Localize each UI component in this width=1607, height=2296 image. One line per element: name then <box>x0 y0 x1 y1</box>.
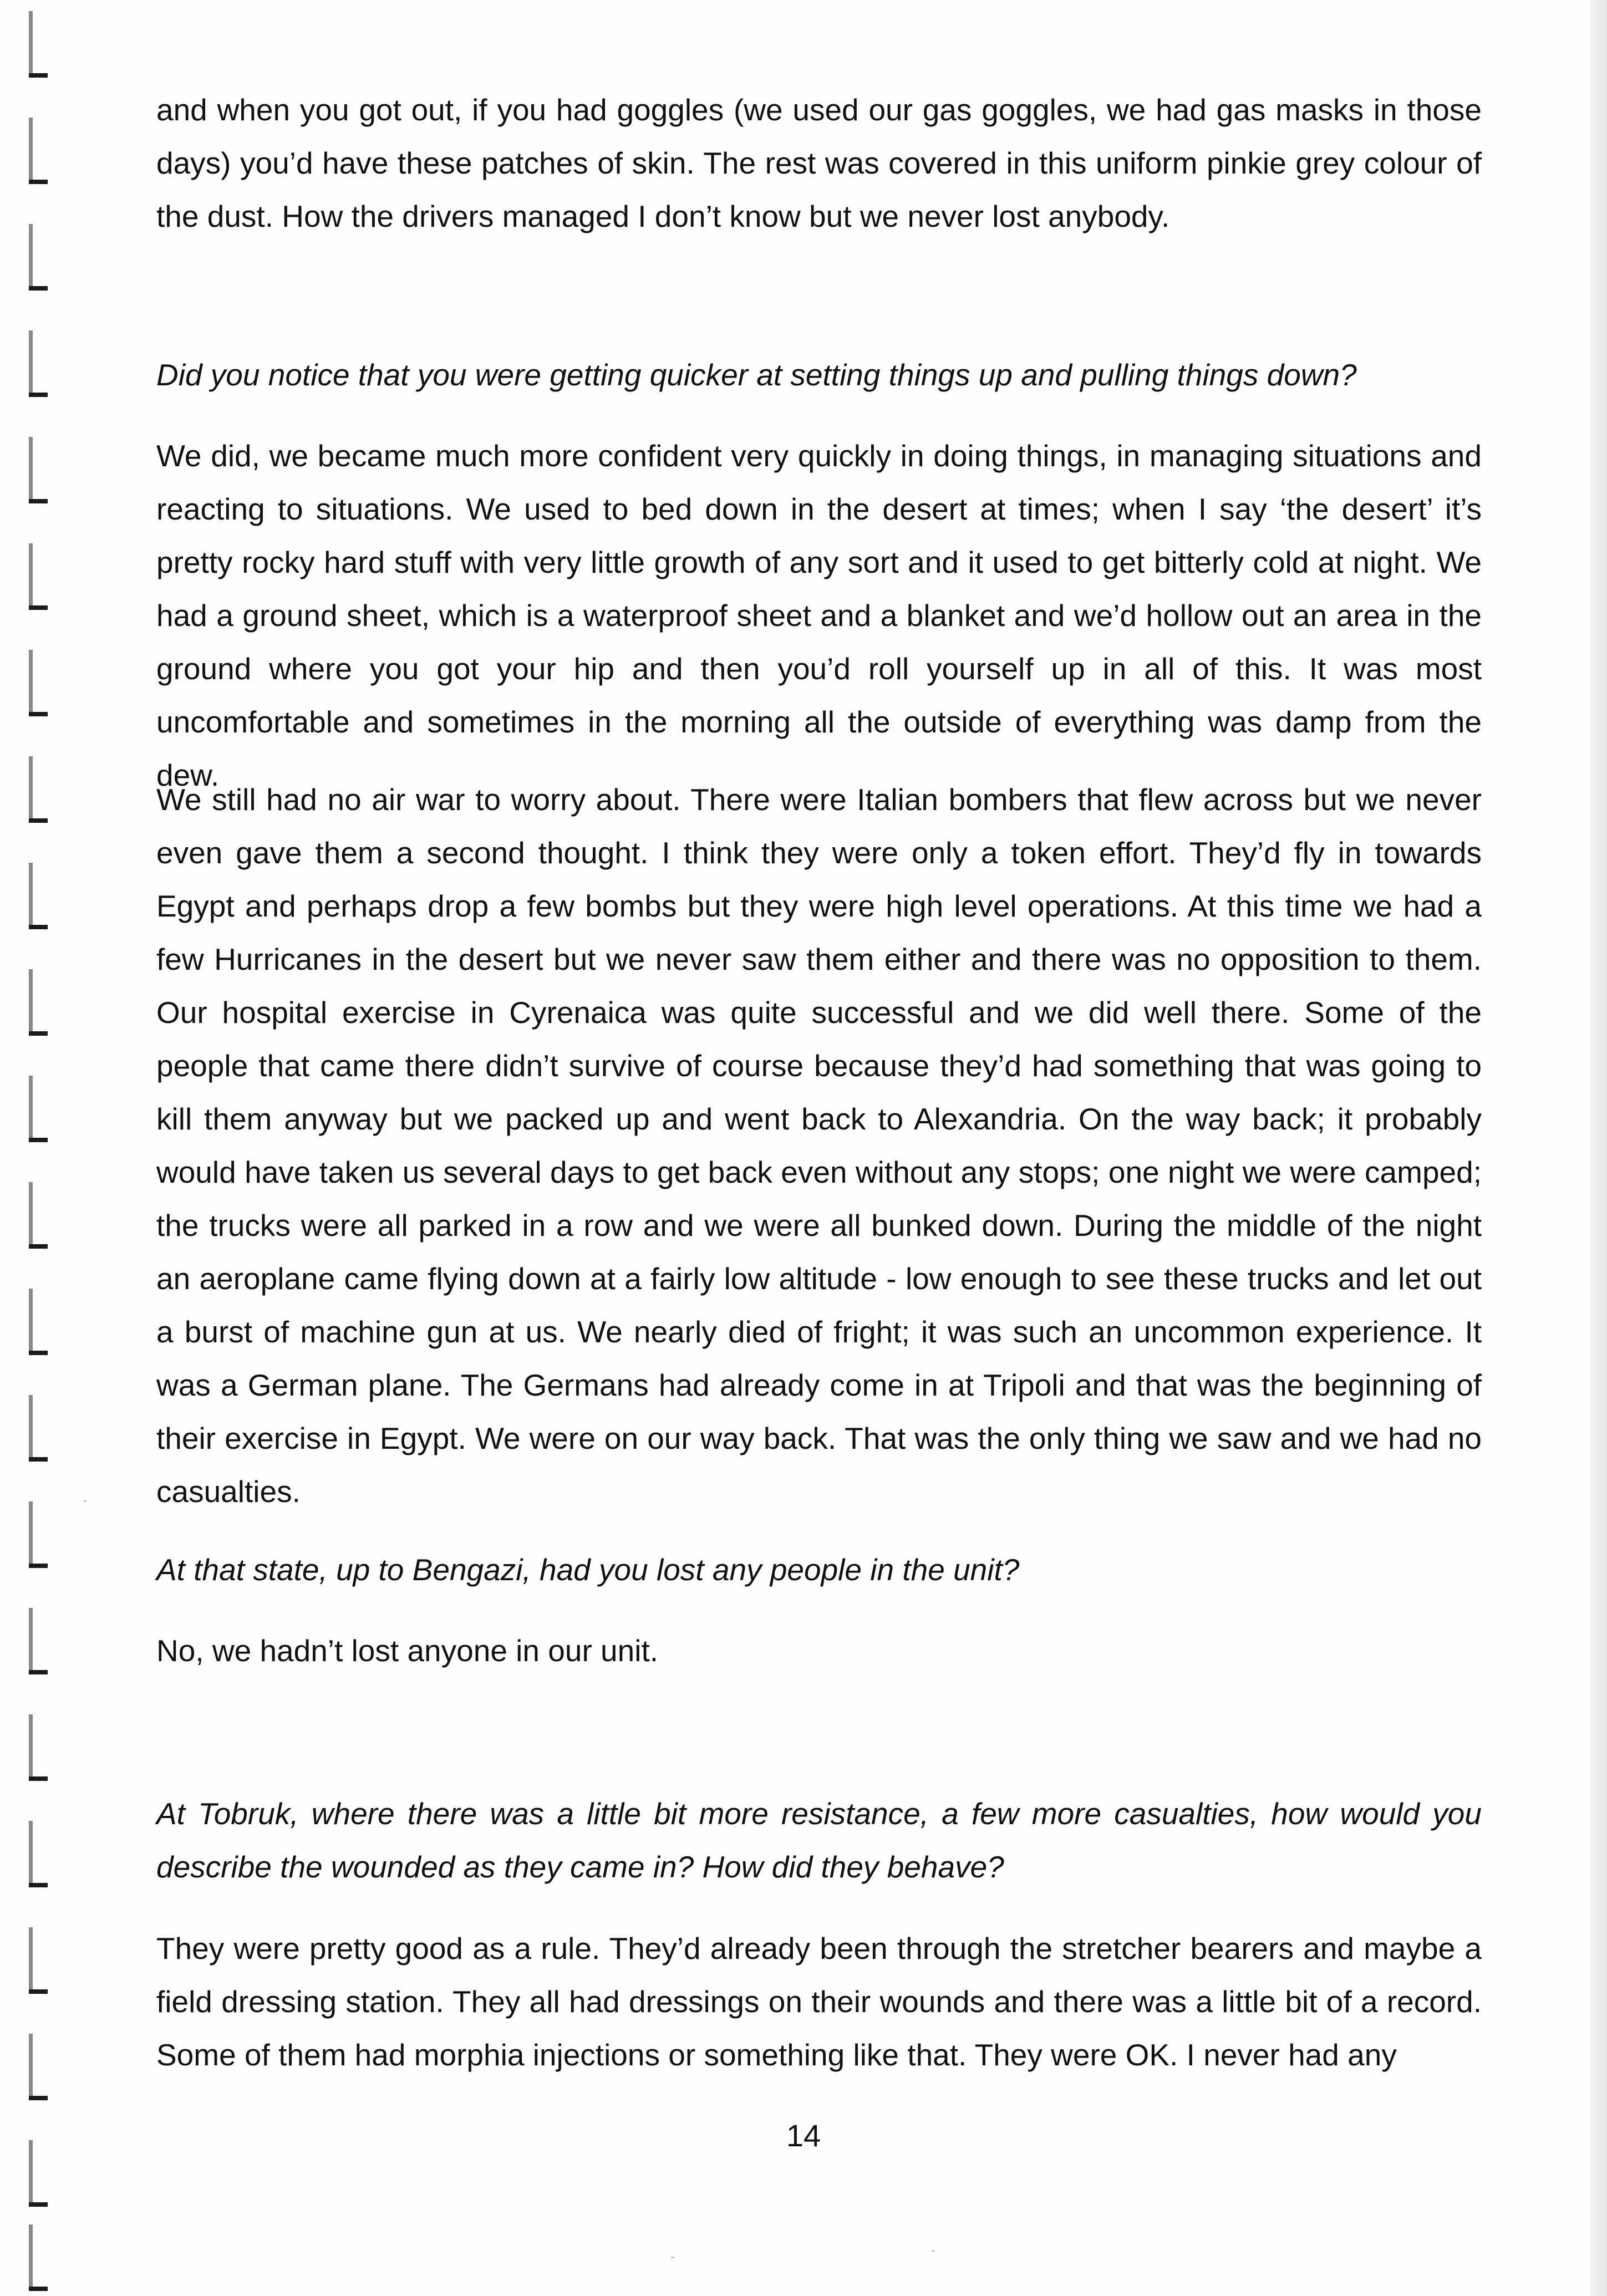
binding-mark <box>29 969 48 1036</box>
binding-mark <box>29 1501 48 1568</box>
binding-mark <box>29 1927 48 1994</box>
interviewer-question: Did you notice that you were getting quicker at setting things up and pulling things down? <box>156 358 1357 392</box>
answer-paragraph: and when you got out, if you had goggles (we used our gas goggles, we had gas masks in those days) you’d have these patches of skin. The rest was covered in this uniform pinkie grey colour of the dust. How the drivers managed I don’t know but we never lost anybody. <box>156 93 1482 233</box>
binding-mark <box>29 1076 48 1142</box>
binding-mark <box>29 2224 48 2291</box>
binding-mark <box>29 1182 48 1249</box>
binding-mark <box>29 118 48 184</box>
binding-mark <box>29 863 48 929</box>
binding-mark <box>29 2034 48 2100</box>
binding-mark <box>29 330 48 397</box>
binding-mark <box>29 1714 48 1781</box>
interviewer-question: At that state, up to Bengazi, had you lost any people in the unit? <box>156 1552 1020 1587</box>
answer-paragraph: We still had no air war to worry about. There were Italian bombers that flew across but we never even gave them a second thought. I think they were only a token effort. They’d fly in towards Egypt and perhaps drop a few bombs but they were high level operations. At this time we had a few Hurricanes in the desert but we never saw them either and there was no opposition to them. Our hospital exercise in Cyrenaica was quite successful and we did well there. Some of the people that came there didn’t survive of course because they’d had something that was going to kill them anyway but we packed up and went back to Alexandria. On the way back; it probably would have taken us several days to get back even without any stops; one night we were camped; the trucks were all parked in a row and we were all bunked down. During the middle of the night an aeroplane came flying down at a fairly low altitude - low enough to see these trucks and let out a burst of machine gun at us. We nearly died of fright; it was such an uncommon experience. It was a German plane. The Germans had already come in at Tripoli and that was the beginning of their exercise in Egypt. We were on our way back. That was the only thing we saw and we had no casualties. <box>156 782 1482 1509</box>
binding-mark <box>29 650 48 716</box>
answer-paragraph: We did, we became much more confident very quickly in doing things, in managing situations and reacting to situations. We used to bed down in the desert at times; when I say ‘the desert’ it’s pretty rocky hard stuff with very little growth of any sort and it used to get bitterly cold at night. We had a ground sheet, which is a waterproof sheet and a blanket and we’d hollow out an area in the ground where you got your hip and then you’d roll yourself up in all of this. It was most uncomfortable and sometimes in the morning all the outside of everything was damp from the dew. <box>156 439 1482 792</box>
spiral-binding <box>0 0 67 2296</box>
binding-mark <box>29 543 48 610</box>
binding-mark <box>29 1289 48 1355</box>
scan-speck <box>83 1500 87 1502</box>
scan-speck <box>671 2257 674 2258</box>
binding-mark <box>29 224 48 291</box>
page-edge-shadow <box>1590 0 1607 2296</box>
binding-mark <box>29 1395 48 1462</box>
interviewer-question: At Tobruk, where there was a little bit more resistance, a few more casualties, how would you describe the wounded as they came in? How did they behave? <box>156 1796 1482 1884</box>
scan-speck <box>932 2250 935 2252</box>
answer-paragraph: They were pretty good as a rule. They’d already been through the stretcher bearers and maybe a field dressing station. They all had dressings on their wounds and there was a little bit of a record. Some of them had morphia injections or something like that. They were OK. I never had any <box>156 1931 1482 2072</box>
answer-paragraph: No, we hadn’t lost anyone in our unit. <box>156 1633 659 1668</box>
page-number: 14 <box>786 2118 821 2153</box>
binding-mark <box>29 756 48 823</box>
binding-mark <box>29 1608 48 1674</box>
binding-mark <box>29 1821 48 1887</box>
binding-mark <box>29 437 48 503</box>
binding-mark <box>29 11 48 78</box>
